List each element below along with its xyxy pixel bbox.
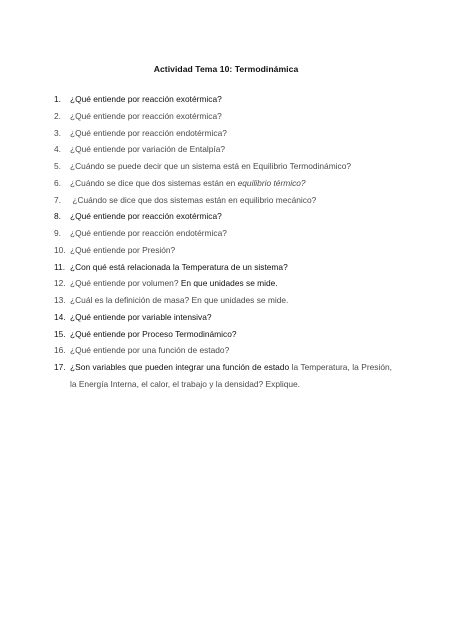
list-item [54,326,392,343]
page-title: Actividad Tema 10: Termodinámica [153,64,299,74]
item-number: 5. [54,161,61,171]
item-text-part: ¿Qué entiende por volumen? [70,278,181,289]
list-item [54,192,392,209]
item-text [70,359,392,393]
list-item [54,208,392,225]
item-text [70,175,306,192]
item-text-part: ¿Son variables que pueden integrar una función de estado [70,362,292,372]
item-number: 7. [54,194,61,205]
item-text-part: la Temperatura, la Presión, la Energía Interna, el calor, el trabajo y la densidad? Explique. [70,362,392,389]
item-text: ¿Qué entiende por Presión? [70,244,176,255]
item-text: ¿Cuál es la definición de masa? En que unidades se mide. [70,295,289,305]
item-text: ¿Qué entiende por reacción endotérmica? [70,228,227,238]
item-text: ¿Con qué está relacionada la Temperatura de un sistema? [70,261,288,272]
list-item [54,225,392,242]
item-text-part: En que unidades se mide. [180,278,278,289]
item-text: ¿Qué entiende por una función de estado? [70,345,230,356]
item-text: ¿Cuándo se dice que dos sistemas están en equilibrio mecánico? [70,194,317,205]
item-text: ¿Qué entiende por Proceso Termodinámico? [70,328,237,339]
item-number: 1. [54,94,61,104]
item-text [70,275,278,292]
item-text: ¿Qué entiende por variable intensiva? [70,311,212,322]
item-number: 3. [54,127,61,138]
question-list [54,91,392,393]
list-item [54,342,392,359]
list-item [54,275,392,292]
item-text: ¿Qué entiende por reacción exotérmica? [70,94,222,104]
list-item [54,259,392,276]
item-number: 10. [54,244,66,255]
item-text: ¿Qué entiende por reacción exotérmica? [70,110,222,121]
item-number: 4. [54,144,61,155]
list-item [54,309,392,326]
list-item [54,141,392,158]
item-text-part: ¿Cuándo se dice que dos sistemas están en [70,177,238,188]
item-number: 16. [54,345,66,356]
list-item [54,175,392,192]
item-text: ¿Qué entiende por reacción exotérmica? [70,211,222,222]
list-item [54,91,392,108]
item-number: 13. [54,295,66,305]
item-number: 9. [54,228,61,238]
item-number: 12. [54,278,66,289]
item-number: 6. [54,177,61,188]
list-item [54,125,392,142]
item-number: 15. [54,328,66,339]
item-text: ¿Qué entiende por reacción endotérmica? [70,127,227,138]
item-text: ¿Qué entiende por variación de Entalpía? [70,144,226,155]
item-number: 11. [54,261,66,272]
item-text-italic: equilibrio térmico? [237,177,306,188]
list-item [54,242,392,259]
item-number: 2. [54,110,61,121]
item-number: 14. [54,311,66,322]
list-item [54,359,392,393]
item-number: 17. [54,362,66,372]
list-item [54,292,392,309]
item-text: ¿Cuándo se puede decir que un sistema está en Equilibrio Termodinámico? [70,161,352,171]
item-number: 8. [54,211,61,222]
list-item [54,158,392,175]
list-item [54,108,392,125]
